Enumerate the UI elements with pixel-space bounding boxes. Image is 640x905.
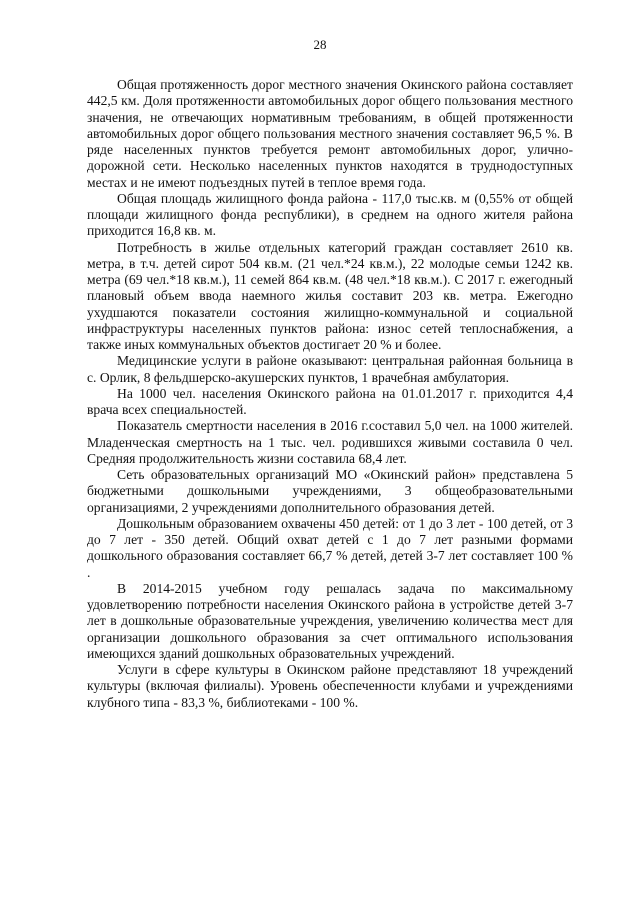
paragraph-housing-area: Общая площадь жилищного фонда района - 117,0 тыс.кв. м (0,55% от общей площади жилищного фонда республики), в среднем на одного жителя района приходится 16,8 кв. м. <box>87 190 573 239</box>
paragraph-housing-needs: Потребность в жилье отдельных категорий граждан составляет 2610 кв. метра, в т.ч. детей сирот 504 кв.м. (21 чел.*24 кв.м.), 22 молодые семьи 1242 кв. метра (69 чел.*18 кв.м.), 11 семей 864 кв.м. (48 чел.*18 кв.м.). С 2017 г. ежегодный плановый объем ввода наемного жилья составит 203 кв. метра. Ежегодно ухудшаются показатели состояния жилищно-коммунальной и социальной инфраструктуры населенных пунктов района: износ сетей теплоснабжения, а также иных коммунальных объектов достигает 20 % и более. <box>87 239 573 352</box>
paragraph-mortality: Показатель смертности населения в 2016 г.составил 5,0 чел. на 1000 жителей. Младенческая смертность на 1 тыс. чел. родившихся живыми составила 0 чел. Средняя продолжительность жизни составила 68,4 лет. <box>87 418 573 466</box>
page-number: 28 <box>313 37 327 52</box>
paragraph-culture: Услуги в сфере культуры в Окинском районе представляют 18 учреждений культуры (включая филиалы). Уровень обеспеченности клубами и учреждениями клубного типа - 83,3 %, библиотеками - 100 %. <box>87 662 573 710</box>
paragraph-medical-services: Медицинские услуги в районе оказывают: центральная районная больница в с. Орлик, 8 фельдшерско-акушерских пунктов, 1 врачебная амбулатория. <box>87 353 573 385</box>
paragraph-school-year: В 2014-2015 учебном году решалась задача по максимальному удовлетворению потребности населения Окинского района в устройстве детей 3-7 лет в дошкольные образовательные учреждения, увеличению количества мест для организации дошкольного образования за счет оптимального использования имеющихся зданий дошкольных образовательных учреждений. <box>87 580 573 661</box>
paragraph-preschool-coverage: Дошкольным образованием охвачены 450 детей: от 1 до 3 лет - 100 детей, от 3 до 7 лет - 350 детей. Общий охват детей с 1 до 7 лет разными формами дошкольного образования составляет 66,7 % детей, детей 3-7 лет составляет 100 % . <box>87 515 573 580</box>
document-body <box>87 77 573 711</box>
paragraph-doctors: На 1000 чел. населения Окинского района на 01.01.2017 г. приходится 4,4 врача всех специальностей. <box>87 385 573 417</box>
paragraph-roads: Общая протяженность дорог местного значения Окинского района составляет 442,5 км. Доля протяженности автомобильных дорог общего пользования местного значения, не отвечающих нормативным требованиям, в общей протяженности автомобильных дорог общего пользования местного значения составляет 96,5 %. В ряде населенных пунктов требуется ремонт автомобильных дорог, улично-дорожной сети. Несколько населенных пунктов находятся в труднодоступных местах и не имеют подъездных путей в теплое время года. <box>87 77 573 190</box>
paragraph-education-network: Сеть образовательных организаций МО «Окинский район» представлена 5 бюджетными дошкольными учреждениями, 3 общеобразовательными организациями, 2 учреждениями дополнительного образования детей. <box>87 467 573 515</box>
